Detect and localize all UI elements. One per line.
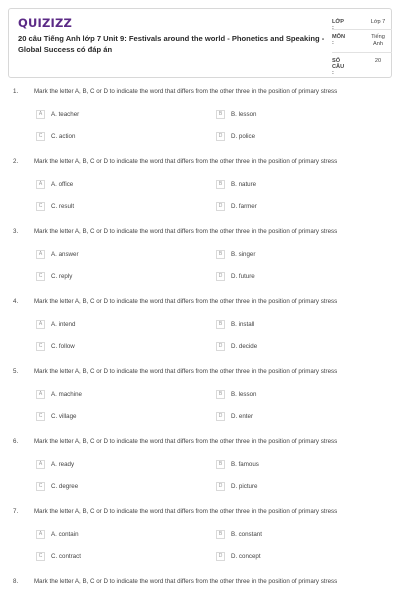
question-text: Mark the letter A, B, C or D to indicate the word that differs from the other three in the position of primary stress — [34, 158, 338, 165]
question-item — [0, 438, 400, 508]
option-text: A. machine — [51, 391, 82, 398]
subject-label: MÔN : — [332, 34, 346, 46]
option-text: C. reply — [51, 273, 73, 280]
option-text: C. degree — [51, 483, 79, 490]
option-text: B. famous — [231, 461, 259, 468]
question-text: Mark the letter A, B, C or D to indicate the word that differs from the other three in the position of primary stress — [34, 298, 338, 305]
option-letter-box: B — [216, 320, 225, 329]
option-letter-box: C — [36, 202, 45, 211]
question-text: Mark the letter A, B, C or D to indicate the word that differs from the other three in the position of primary stress — [34, 88, 338, 95]
question-text: Mark the letter A, B, C or D to indicate the word that differs from the other three in the position of primary stress — [34, 228, 338, 235]
option-letter-box: D — [216, 552, 225, 561]
option-letter-box: A — [36, 180, 45, 189]
question-item — [0, 88, 400, 158]
option-letter-box: A — [36, 530, 45, 539]
quiz-header — [8, 8, 392, 78]
option-text: B. constant — [231, 531, 262, 538]
option-letter-box: A — [36, 460, 45, 469]
option-text: A. teacher — [51, 111, 80, 118]
option-letter-box: A — [36, 110, 45, 119]
option-text: C. action — [51, 133, 76, 140]
question-number: 8. — [13, 578, 19, 585]
subject-value: Tiếng Anh — [371, 34, 385, 47]
question-item — [0, 158, 400, 228]
option-text: B. lesson — [231, 391, 257, 398]
option-text: B. lesson — [231, 111, 257, 118]
option-letter-box: D — [216, 412, 225, 421]
option-letter-box: B — [216, 390, 225, 399]
option-text: D. picture — [231, 483, 258, 490]
option-letter-box: C — [36, 412, 45, 421]
option-text: D. farmer — [231, 203, 257, 210]
option-letter-box: D — [216, 132, 225, 141]
question-item — [0, 298, 400, 368]
class-value: Lớp 7 — [370, 19, 386, 25]
option-letter-box: C — [36, 482, 45, 491]
quiz-title: 20 câu Tiếng Anh lớp 7 Unit 9: Festivals around the world - Phonetics and Speaking - Global Success có đáp án — [18, 34, 325, 54]
option-text: A. office — [51, 181, 74, 188]
question-number: 2. — [13, 158, 19, 165]
question-number: 6. — [13, 438, 19, 445]
question-item — [0, 508, 400, 578]
question-number: 3. — [13, 228, 19, 235]
option-letter-box: B — [216, 460, 225, 469]
option-text: C. result — [51, 203, 75, 210]
question-number: 5. — [13, 368, 19, 375]
option-letter-box: B — [216, 180, 225, 189]
option-letter-box: A — [36, 390, 45, 399]
option-text: B. singer — [231, 251, 256, 258]
option-letter-box: B — [216, 110, 225, 119]
quizizz-logo: QUIZIZZ — [18, 16, 73, 30]
question-number: 1. — [13, 88, 19, 95]
option-letter-box: C — [36, 132, 45, 141]
option-text: A. answer — [51, 251, 79, 258]
option-text: D. concept — [231, 553, 261, 560]
option-text: A. intend — [51, 321, 76, 328]
option-letter-box: D — [216, 342, 225, 351]
option-letter-box: D — [216, 482, 225, 491]
class-label: LỚP : — [332, 19, 344, 31]
option-text: A. ready — [51, 461, 75, 468]
question-text: Mark the letter A, B, C or D to indicate the word that differs from the other three in the position of primary stress — [34, 508, 338, 515]
option-text: D. enter — [231, 413, 254, 420]
option-letter-box: B — [216, 250, 225, 259]
option-letter-box: C — [36, 552, 45, 561]
meta-divider — [332, 29, 392, 30]
option-letter-box: C — [36, 272, 45, 281]
question-text: Mark the letter A, B, C or D to indicate the word that differs from the other three in the position of primary stress — [34, 438, 338, 445]
option-text: C. follow — [51, 343, 75, 350]
question-item — [0, 368, 400, 438]
count-value: 20 — [374, 58, 382, 64]
question-text: Mark the letter A, B, C or D to indicate the word that differs from the other three in the position of primary stress — [34, 368, 338, 375]
meta-divider — [332, 52, 392, 53]
option-text: D. future — [231, 273, 255, 280]
question-item — [0, 228, 400, 298]
question-text: Mark the letter A, B, C or D to indicate the word that differs from the other three in the position of primary stress — [34, 578, 338, 585]
option-letter-box: A — [36, 250, 45, 259]
option-letter-box: B — [216, 530, 225, 539]
option-text: B. nature — [231, 181, 257, 188]
count-label: SỐ CÂU : — [332, 58, 345, 76]
question-number: 4. — [13, 298, 19, 305]
option-text: C. contract — [51, 553, 81, 560]
question-item — [0, 578, 400, 600]
option-letter-box: A — [36, 320, 45, 329]
option-text: D. police — [231, 133, 256, 140]
option-letter-box: D — [216, 272, 225, 281]
option-letter-box: C — [36, 342, 45, 351]
option-text: B. install — [231, 321, 255, 328]
option-text: A. contain — [51, 531, 79, 538]
option-text: C. village — [51, 413, 77, 420]
option-letter-box: D — [216, 202, 225, 211]
option-text: D. decide — [231, 343, 258, 350]
question-number: 7. — [13, 508, 19, 515]
